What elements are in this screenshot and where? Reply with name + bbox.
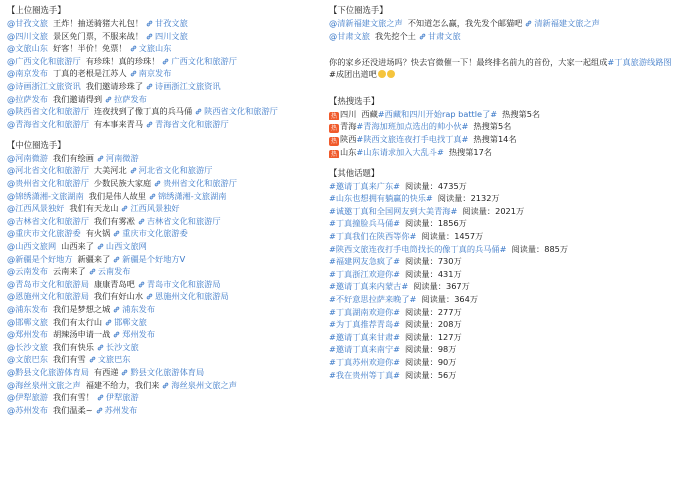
topic-item (329, 356, 674, 369)
topic-item (329, 217, 674, 230)
link-icon (113, 331, 120, 338)
list-item (7, 404, 325, 417)
hot-place: 四川 (340, 108, 357, 119)
account-link[interactable]: 文旅山东 (138, 43, 172, 54)
topic-link[interactable]: #丁真苏州欢迎你# (329, 356, 401, 367)
reads-value: 364万 (454, 294, 479, 304)
account-mention[interactable]: @苏州发布 (7, 404, 48, 415)
account-link[interactable]: 贵州省文化和旅游厅 (163, 178, 237, 189)
account-link[interactable]: 广西文化和旅游厅 (171, 55, 237, 66)
topic-link[interactable]: #丁真撞脸兵马俑# (329, 218, 401, 229)
link-icon (89, 268, 96, 275)
hot-rank: 热搜第5名 (502, 108, 541, 119)
account-link[interactable]: 文旅巴东 (97, 354, 131, 365)
link-icon (162, 382, 169, 389)
account-mention[interactable]: @贵州省文化和旅游厅 (7, 178, 89, 189)
account-mention[interactable]: @江西风景独好 (7, 203, 65, 214)
account-link[interactable]: 苏州发布 (104, 404, 138, 415)
list-item (7, 227, 325, 240)
hot-topic-link[interactable]: #青海加班加点选出的帅小伙# (356, 121, 469, 132)
account-link[interactable]: 伊犁旅游 (105, 392, 139, 403)
link-icon (146, 20, 153, 27)
account-link[interactable]: 山西文旅网 (105, 241, 147, 251)
account-mention[interactable]: @清新福建文旅之声 (329, 18, 403, 28)
reads-value: 98万 (437, 344, 457, 355)
middle-tier-header: 【中位圈选手】 (7, 139, 66, 150)
hot-rank: 热搜第14名 (473, 133, 517, 144)
account-link[interactable]: 青海省文化和旅游厅 (155, 118, 229, 129)
reads-label: 阅读量： (405, 268, 438, 279)
topic-item (329, 318, 674, 331)
list-item (7, 379, 325, 392)
list-item (7, 17, 325, 30)
post-text: 有火锅 (85, 228, 111, 239)
post-text: 我们邀请珍珠了 (85, 80, 144, 91)
list-item (7, 190, 325, 203)
link-icon (89, 356, 96, 363)
account-link[interactable]: 河南微游 (105, 152, 139, 163)
reads-value: 885万 (544, 243, 569, 254)
reads-label: 阅读量： (405, 306, 438, 317)
account-mention[interactable]: @长沙文旅 (7, 341, 48, 352)
account-mention[interactable]: @伊犁旅游 (7, 392, 48, 403)
account-mention[interactable]: @广西文化和旅游厅 (7, 55, 81, 66)
account-link[interactable]: 清新福建文旅之声 (534, 18, 600, 28)
hot-rank: 热搜第17名 (448, 146, 492, 157)
list-item (7, 265, 325, 278)
reads-value: 367万 (446, 281, 470, 292)
note-post: #成团出道吧 (329, 69, 377, 80)
account-link[interactable]: 黔县文化旅游体育局 (130, 366, 205, 377)
left-column (7, 4, 325, 416)
reads-label: 阅读量： (511, 243, 545, 254)
account-mention[interactable]: @重庆市文化旅游委 (7, 228, 81, 239)
account-mention[interactable]: @恩施州文化和旅游局 (7, 291, 89, 302)
topic-item (329, 306, 674, 319)
topic-item (329, 192, 674, 205)
note-hashtag[interactable]: #丁真旅游线路图 (607, 56, 672, 67)
post-text: 少数民族大家庭 (93, 178, 152, 189)
reads-value: 2132万 (470, 193, 500, 204)
hot-place: 山东 (340, 146, 357, 157)
post-text: 好客！半价！免票！ (52, 43, 127, 54)
reads-label: 阅读量： (405, 344, 438, 355)
account-mention[interactable]: @陕西省文化和旅游厅 (7, 106, 89, 117)
other-topics-header: 【其他话题】 (329, 167, 380, 178)
topic-link[interactable]: #山东也想拥有躺赢的快乐# (329, 193, 433, 204)
post-text: 我们有快乐 (52, 341, 94, 352)
link-icon (113, 256, 120, 263)
post-text: 连夜找到了像丁真的兵马俑 (93, 106, 193, 117)
link-icon (97, 344, 104, 351)
hot-search-item (329, 120, 674, 133)
list-item (7, 42, 325, 55)
link-icon (146, 121, 153, 128)
hot-place: 陕西 (340, 133, 357, 144)
list-item (7, 67, 325, 80)
reads-label: 阅读量： (405, 256, 438, 267)
reads-value: 56万 (437, 369, 457, 380)
reads-value: 208万 (437, 319, 462, 330)
topic-item (329, 243, 674, 256)
post-text: 景区免门票，不服来战！ (52, 30, 144, 41)
link-icon (97, 155, 104, 162)
topic-link[interactable]: #邀请丁真来内蒙古# (329, 281, 409, 292)
account-mention[interactable]: @河北省文化和旅游厅 (7, 165, 89, 176)
reads-label: 阅读量： (405, 356, 438, 367)
post-text: 王炸！抽送骑猪大礼包！ (52, 18, 144, 28)
account-link[interactable]: 邯郸文旅 (114, 316, 147, 327)
hot-topic-link[interactable]: #山东请求加入大乱斗# (356, 146, 444, 157)
link-icon (121, 369, 128, 376)
link-icon (162, 58, 169, 65)
account-link[interactable]: 浦东发布 (122, 303, 156, 314)
link-icon (113, 306, 120, 313)
account-link[interactable]: 南京发布 (138, 68, 172, 79)
list-item (7, 366, 325, 379)
account-mention[interactable]: @浦东发布 (7, 303, 48, 314)
link-icon (419, 33, 426, 40)
reads-value: 2021万 (495, 205, 525, 216)
list-item (7, 93, 325, 106)
account-mention[interactable]: @黔县文化旅游体育局 (7, 366, 89, 377)
reads-label: 阅读量： (421, 294, 455, 304)
topic-item (329, 331, 674, 344)
topic-item (329, 343, 674, 356)
hot-search-item (329, 133, 674, 146)
reads-label: 阅读量： (421, 231, 455, 242)
post-text: 我先挖个土 (374, 30, 416, 41)
list-item (7, 353, 325, 366)
account-link[interactable]: 河北省文化和旅游厅 (138, 165, 213, 176)
list-item (7, 303, 325, 316)
link-icon (146, 83, 153, 90)
account-mention[interactable]: @青海省文化和旅游厅 (7, 118, 89, 129)
right-column (329, 4, 674, 381)
list-item (7, 215, 325, 228)
reads-value: 127万 (437, 331, 462, 342)
link-icon (121, 205, 128, 212)
account-link[interactable]: 四川文旅 (155, 30, 188, 41)
hot-rank: 热搜第5名 (473, 121, 512, 132)
link-icon (149, 193, 156, 200)
link-icon (130, 167, 137, 174)
list-item (7, 316, 325, 329)
account-mention[interactable]: @拉萨发布 (7, 93, 48, 104)
account-mention[interactable]: @郑州发布 (7, 329, 48, 340)
post-text: 我们有天龙山 (69, 203, 119, 214)
account-link[interactable]: 恩施州文化和旅游局 (155, 291, 229, 302)
note-pre: 你的家乡还没进场吗？快去官微催一下！最终排名前九的首份，大家一起组成 (329, 56, 608, 67)
link-icon (113, 230, 120, 237)
topic-link[interactable]: #邀请丁真来甘肃# (329, 331, 401, 342)
account-mention[interactable]: @文旅山东 (7, 43, 48, 54)
hot-badge-icon: 热 (330, 137, 337, 145)
topic-link[interactable]: #丁真我们在陕西等你# (329, 231, 417, 242)
topic-item (329, 268, 674, 281)
hot-badge-icon: 热 (330, 112, 337, 120)
link-icon (138, 281, 145, 288)
post-text: 我们有雪！ (52, 392, 94, 403)
reads-value: 4735万 (437, 180, 467, 191)
hot-badge-icon: 热 (330, 125, 337, 133)
list-item (7, 240, 325, 253)
topic-link[interactable]: #诚邀丁真和全国网友到大美青海# (329, 205, 458, 216)
post-text: 大美河北 (93, 165, 127, 176)
post-text: 有珍珠！真的珍珠！ (85, 55, 160, 66)
link-icon (96, 407, 103, 414)
list-item (7, 253, 325, 266)
account-link[interactable]: 拉萨发布 (114, 93, 147, 104)
list-item (7, 118, 325, 131)
account-link[interactable]: 吉林省文化和旅游厅 (146, 215, 221, 226)
account-mention[interactable]: @海丝泉州文旅之声 (7, 379, 81, 390)
link-icon (154, 180, 161, 187)
account-link[interactable]: 郑州发布 (122, 329, 156, 340)
topic-item (329, 280, 674, 293)
post-text: 我们有好山水 (93, 291, 144, 302)
link-icon (105, 319, 112, 326)
hot-search-header: 【热搜选手】 (329, 95, 380, 106)
hot-badge-icon: 热 (330, 150, 337, 158)
list-item (7, 80, 325, 93)
post-text: 有西递 (93, 366, 119, 377)
list-item (7, 278, 325, 291)
list-item (7, 290, 325, 303)
account-link[interactable]: 长沙文旅 (105, 341, 139, 352)
hot-place: 青海 (340, 121, 357, 132)
list-item (7, 202, 325, 215)
post-text: 我们是梦想之城 (52, 303, 111, 314)
list-item (7, 55, 325, 68)
topic-link[interactable]: #我在贵州等丁真# (329, 369, 401, 380)
topic-link[interactable]: #丁真湖南欢迎你# (329, 306, 401, 317)
hot-search-item (329, 108, 674, 121)
link-icon (146, 33, 153, 40)
account-link[interactable]: 云南发布 (97, 266, 131, 277)
list-item (7, 164, 325, 177)
reads-label: 阅读量： (405, 319, 438, 330)
account-mention[interactable]: @云南发布 (7, 266, 48, 277)
post-text: 丁真的老根是江苏人 (52, 68, 127, 79)
account-link[interactable]: 新疆是个好地方V (122, 253, 186, 264)
account-mention[interactable]: @河南微游 (7, 152, 48, 163)
upper-tier-header: 【上位圈选手】 (7, 5, 66, 15)
account-link[interactable]: 江西风景独好 (130, 203, 180, 214)
post-text: 有本事来青马 (93, 118, 144, 129)
post-text: 我们有绘画 (52, 152, 94, 163)
reads-label: 阅读量： (405, 331, 438, 342)
emoji-icon (378, 70, 386, 78)
link-icon (138, 218, 145, 225)
reads-label: 阅读量： (405, 369, 438, 380)
topic-item (329, 205, 674, 218)
call-to-action-text (329, 56, 674, 82)
account-link[interactable]: 青岛市文化和旅游局 (146, 278, 221, 289)
emoji-icon (387, 70, 395, 78)
topic-item (329, 293, 674, 306)
topic-link[interactable]: #丁真浙江欢迎你# (329, 268, 401, 279)
reads-value: 90万 (437, 356, 457, 367)
reads-label: 阅读量： (413, 281, 446, 292)
account-mention[interactable]: @山西文旅网 (7, 241, 57, 251)
link-icon (130, 45, 137, 52)
account-mention[interactable]: @四川文旅 (7, 30, 48, 41)
reads-value: 730万 (437, 256, 462, 267)
account-link[interactable]: 锦绣潇湘-文旅湖南 (157, 190, 227, 201)
account-link[interactable]: 甘肃文旅 (427, 30, 461, 41)
reads-value: 1856万 (437, 218, 467, 229)
reads-label: 阅读量： (405, 180, 438, 191)
hot-topic-link[interactable]: #西藏和四川开始rap battle了# (377, 108, 498, 119)
account-mention[interactable]: @甘孜文旅 (7, 18, 48, 28)
account-link[interactable]: 甘孜文旅 (155, 18, 188, 28)
post-text: 云南来了 (52, 266, 86, 277)
topic-link[interactable]: #陕西文旅连夜打手电筒找长的像丁真的兵马俑# (329, 243, 507, 254)
post-text: 福建不给力，我们来 (85, 379, 160, 390)
account-mention[interactable]: @青岛市文化和旅游局 (7, 278, 89, 289)
link-icon (97, 394, 104, 401)
list-item (7, 341, 325, 354)
reads-label: 阅读量： (462, 205, 496, 216)
post-text: 康康青岛吧 (93, 278, 135, 289)
topic-link[interactable]: #福建网友急疯了# (329, 256, 401, 267)
post-text: 我们邀请得到 (52, 93, 103, 104)
topic-item (329, 180, 674, 193)
topic-link[interactable]: #邀请丁真来广东# (329, 180, 401, 191)
link-icon (195, 108, 202, 115)
account-link[interactable]: 重庆市文化旅游委 (122, 228, 188, 239)
topic-item (329, 255, 674, 268)
reads-value: 277万 (437, 306, 462, 317)
reads-value: 1457万 (454, 231, 484, 242)
reads-label: 阅读量： (405, 218, 438, 229)
account-mention[interactable]: @南京发布 (7, 68, 48, 79)
link-icon (525, 20, 532, 27)
link-icon (130, 70, 137, 77)
account-mention[interactable]: @甘肃文旅 (329, 30, 370, 41)
account-mention[interactable]: @新疆是个好地方 (7, 253, 73, 264)
list-item (329, 30, 674, 43)
topic-item (329, 230, 674, 243)
post-text: 我们温柔~ (52, 404, 93, 415)
account-mention[interactable]: @锦绣潇湘-文旅湖南 (7, 190, 84, 201)
list-item (7, 391, 325, 404)
list-item (7, 30, 325, 43)
link-icon (105, 96, 112, 103)
list-item (7, 105, 325, 118)
account-link[interactable]: 诗画浙江文旅资讯 (155, 80, 221, 91)
account-link[interactable]: 海丝泉州文旅之声 (171, 379, 237, 390)
list-item (7, 328, 325, 341)
account-link[interactable]: 陕西省文化和旅游厅 (204, 106, 278, 117)
post-text: 新疆来了 (77, 253, 111, 264)
hot-search-item (329, 146, 674, 159)
topic-link[interactable]: #为丁真推荐青岛# (329, 319, 401, 330)
link-icon (97, 243, 104, 250)
hot-topic-link[interactable]: #陕西文旅连夜打手电找丁真# (356, 133, 469, 144)
list-item (7, 177, 325, 190)
post-text: 我们有雪 (52, 354, 86, 365)
account-mention[interactable]: @邯郸文旅 (7, 316, 48, 327)
post-text: 山西来了 (61, 241, 94, 251)
post-text: 我们是伟人故里 (88, 190, 146, 201)
list-item (7, 152, 325, 165)
hot-extra: 西藏 (361, 108, 378, 119)
account-mention[interactable]: @诗画浙江文旅资讯 (7, 80, 81, 91)
post-text: 我们有雾凇 (93, 215, 135, 226)
post-text: 胡辣汤申请一战 (52, 329, 111, 340)
list-item (329, 17, 674, 30)
link-icon (146, 293, 153, 300)
account-mention[interactable]: @吉林省文化和旅游厅 (7, 215, 89, 226)
topic-link[interactable]: #不好意思拉萨来晚了# (329, 294, 417, 304)
post-text: 不知道怎么赢，我先发个邮猫吧 (407, 18, 523, 28)
topic-item (329, 369, 674, 382)
lower-tier-header: 【下位圈选手】 (329, 5, 388, 15)
post-text: 我们有太行山 (52, 316, 103, 327)
account-mention[interactable]: @文旅巴东 (7, 354, 48, 365)
reads-value: 431万 (437, 268, 462, 279)
reads-label: 阅读量： (437, 193, 471, 204)
topic-link[interactable]: #邀请丁真来南宁# (329, 344, 401, 355)
